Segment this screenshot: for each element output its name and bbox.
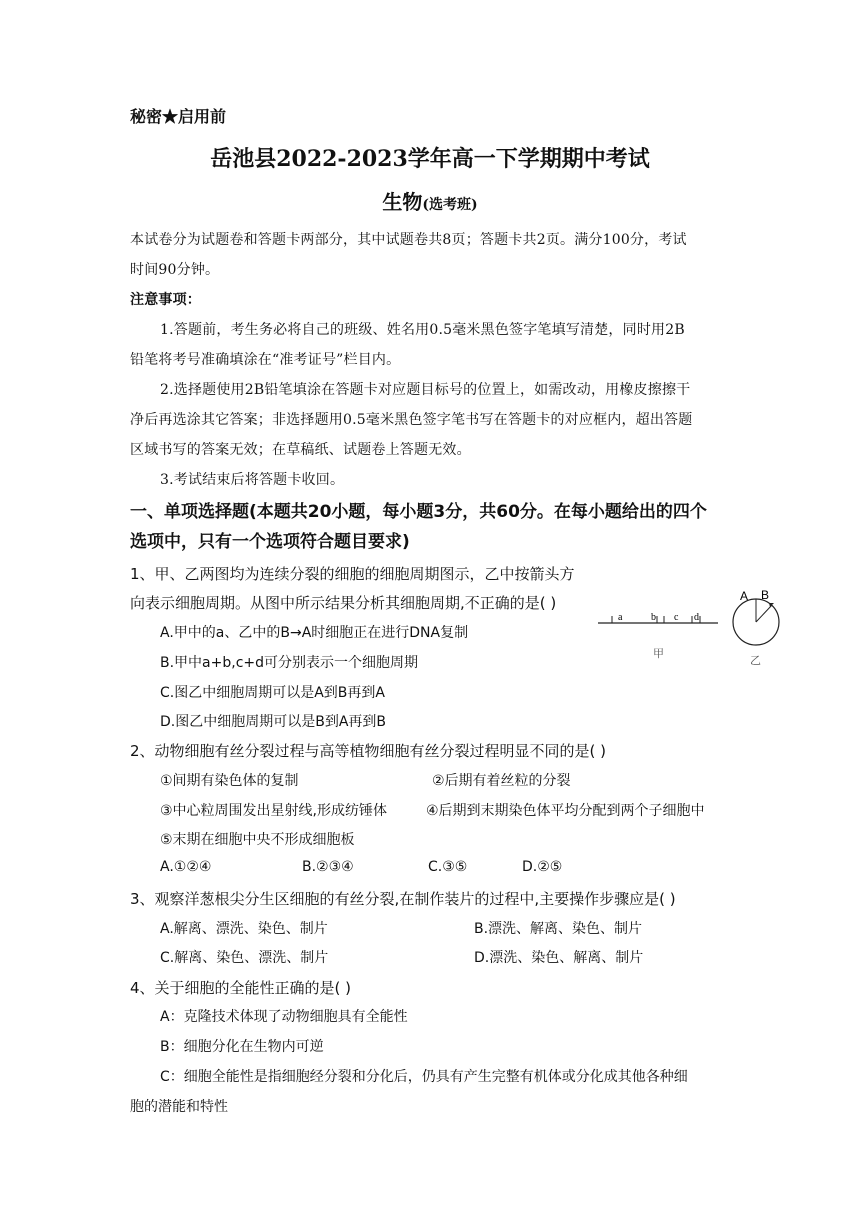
question-1-stem-cont: 向表示细胞周期。从图中所示结果分析其细胞周期,不正确的是( ) [130,594,557,612]
note-item: 区域书写的答案无效；在草稿纸、试题卷上答题无效。 [130,442,471,458]
question-4-option-a: A：克隆技术体现了动物细胞具有全能性 [160,1009,408,1025]
question-4-stem: 4、关于细胞的全能性正确的是( ) [130,979,352,997]
section-heading: 一、单项选择题(本题共20小题，每小题3分，共60分。在每小题给出的四个 [130,502,707,522]
question-1-stem: 1、甲、乙两图均为连续分裂的细胞的细胞周期图示，乙中按箭头方 [130,565,575,583]
question-2-option-c: C.③⑤ [428,859,468,875]
segment-label-b: b [651,612,656,623]
question-2-option-b: B.②③④ [302,859,354,875]
cell-cycle-diagram [590,585,800,675]
question-2-item: ⑤末期在细胞中央不形成细胞板 [160,832,355,848]
question-2-item: ③中心粒周围发出星射线,形成纺锤体 [160,803,388,819]
note-item: 1.答题前，考生务必将自己的班级、姓名用0.5毫米黑色签字笔填写清楚，同时用2B [160,322,685,338]
subject-note: (选考班) [422,197,478,213]
intro-line-1: 本试卷分为试题卷和答题卡两部分，其中试题卷共8页；答题卡共2页。满分100分，考试 [130,232,687,248]
segment-label-a: a [618,612,623,623]
cycle-radius-b [756,605,772,622]
question-3-option-b: B.漂洗、解离、染色、制片 [474,921,643,937]
diagram-yi [733,588,779,667]
question-3-option-d: D.漂洗、染色、解离、制片 [474,950,644,966]
question-4-option-b: B：细胞分化在生物内可逆 [160,1039,324,1055]
point-label-b: B [761,588,770,602]
question-2-option-d: D.②⑤ [522,859,563,875]
point-label-a: A [740,589,749,603]
note-item: 3.考试结束后将答题卡收回。 [160,472,345,488]
question-3-option-c: C.解离、染色、漂洗、制片 [160,950,329,966]
question-3-stem: 3、观察洋葱根尖分生区细胞的有丝分裂,在制作装片的过程中,主要操作步骤应是( ) [130,890,676,908]
question-2-stem: 2、动物细胞有丝分裂过程与高等植物细胞有丝分裂过程明显不同的是( ) [130,742,607,760]
confidential-label: 秘密★启用前 [130,107,227,126]
section-heading-cont: 选项中，只有一个选项符合题目要求) [130,532,410,552]
figure-label-yi: 乙 [750,654,761,667]
note-item: 铅笔将考号准确填涂在“准考证号”栏目内。 [130,352,401,368]
question-1-option-d: D.图乙中细胞周期可以是B到A再到B [160,714,387,730]
segment-label-c: c [674,612,679,623]
note-item: 净后再选涂其它答案；非选择题用0.5毫米黑色签字笔书写在答题卡的对应框内，超出答题 [130,412,693,428]
subject-name: 生物 [382,190,423,214]
question-2-item: ②后期有着丝粒的分裂 [432,773,571,789]
question-3-option-a: A.解离、漂洗、染色、制片 [160,921,328,937]
question-2-item: ④后期到末期染色体平均分配到两个子细胞中 [426,803,705,819]
question-4-option-c-cont: 胞的潜能和特性 [130,1099,228,1115]
exam-subject [0,186,860,215]
question-1-option-b: B.甲中a+b,c+d可分别表示一个细胞周期 [160,655,419,671]
notes-heading: 注意事项： [130,292,201,308]
segment-label-d: d [694,612,699,623]
question-2-item: ①间期有染色体的复制 [160,773,299,789]
question-1-option-a: A.甲中的a、乙中的B→A时细胞正在进行DNA复制 [160,625,469,641]
question-4-option-c: C：细胞全能性是指细胞经分裂和分化后，仍具有产生完整有机体或分化成其他各种细 [160,1069,688,1085]
figure-label-jia: 甲 [653,647,664,660]
note-item: 2.选择题使用2B铅笔填涂在答题卡对应题目标号的位置上，如需改动，用橡皮擦擦干 [160,382,691,398]
intro-line-2: 时间90分钟。 [130,262,220,278]
diagram-jia [598,612,718,660]
question-1-option-c: C.图乙中细胞周期可以是A到B再到A [160,685,385,701]
question-2-option-a: A.①②④ [160,859,212,875]
exam-title: 岳池县2022-2023学年高一下学期期中考试 [210,146,650,172]
